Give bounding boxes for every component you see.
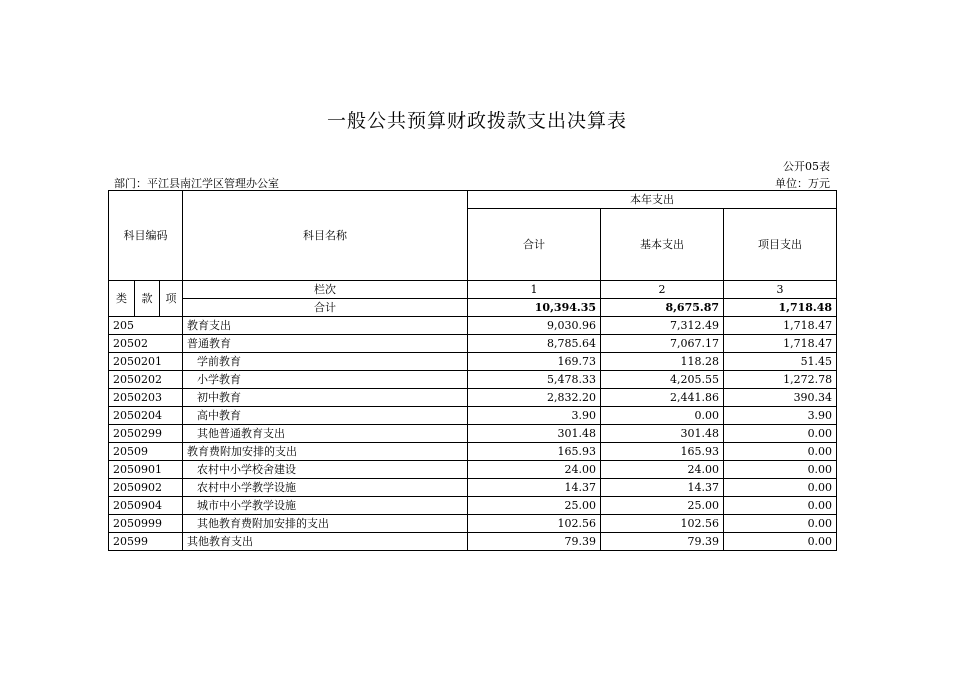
totals-label: 合计 (183, 299, 468, 317)
totals-project: 1,718.48 (724, 299, 837, 317)
row-code: 2050201 (109, 353, 183, 371)
row-name: 教育费附加安排的支出 (183, 443, 468, 461)
row-total: 165.93 (468, 443, 601, 461)
row-project: 0.00 (724, 443, 837, 461)
row-project: 0.00 (724, 425, 837, 443)
column-index-label: 栏次 (183, 281, 468, 299)
row-code: 205 (109, 317, 183, 335)
project-header: 项目支出 (724, 209, 837, 281)
xiang-header: 项 (160, 281, 183, 317)
lei-header: 类 (109, 281, 135, 317)
row-code: 2050202 (109, 371, 183, 389)
row-basic: 165.93 (601, 443, 724, 461)
row-project: 0.00 (724, 479, 837, 497)
row-name: 其他普通教育支出 (183, 425, 468, 443)
row-basic: 0.00 (601, 407, 724, 425)
expenditure-table (108, 190, 837, 551)
row-name: 其他教育支出 (183, 533, 468, 551)
table-row (109, 335, 837, 353)
column-1-index: 1 (468, 281, 601, 299)
row-project: 3.90 (724, 407, 837, 425)
subject-code-header: 科目编码 (109, 191, 183, 281)
row-name: 学前教育 (183, 353, 468, 371)
kuan-header: 款 (135, 281, 160, 317)
row-code: 2050901 (109, 461, 183, 479)
row-code: 2050904 (109, 497, 183, 515)
row-name: 小学教育 (183, 371, 468, 389)
row-project: 0.00 (724, 461, 837, 479)
row-code: 2050299 (109, 425, 183, 443)
total-header: 合计 (468, 209, 601, 281)
row-name: 教育支出 (183, 317, 468, 335)
table-row (109, 461, 837, 479)
table-row (109, 407, 837, 425)
row-total: 102.56 (468, 515, 601, 533)
row-code: 2050204 (109, 407, 183, 425)
table-row (109, 371, 837, 389)
row-code: 20509 (109, 443, 183, 461)
row-basic: 24.00 (601, 461, 724, 479)
row-project: 0.00 (724, 515, 837, 533)
table-row (109, 479, 837, 497)
row-project: 0.00 (724, 497, 837, 515)
table-row (109, 425, 837, 443)
row-name: 城市中小学教学设施 (183, 497, 468, 515)
row-basic: 25.00 (601, 497, 724, 515)
row-basic: 14.37 (601, 479, 724, 497)
row-project: 1,718.47 (724, 335, 837, 353)
row-code: 2050902 (109, 479, 183, 497)
current-year-header: 本年支出 (468, 191, 837, 209)
row-project: 1,272.78 (724, 371, 837, 389)
row-basic: 102.56 (601, 515, 724, 533)
row-project: 51.45 (724, 353, 837, 371)
row-name: 其他教育费附加安排的支出 (183, 515, 468, 533)
row-basic: 4,205.55 (601, 371, 724, 389)
row-total: 301.48 (468, 425, 601, 443)
totals-total: 10,394.35 (468, 299, 601, 317)
row-total: 5,478.33 (468, 371, 601, 389)
row-total: 14.37 (468, 479, 601, 497)
row-name: 高中教育 (183, 407, 468, 425)
row-code: 20599 (109, 533, 183, 551)
row-total: 8,785.64 (468, 335, 601, 353)
row-name: 普通教育 (183, 335, 468, 353)
row-name: 初中教育 (183, 389, 468, 407)
table-row (109, 515, 837, 533)
report-title: 一般公共预算财政拨款支出决算表 (326, 110, 627, 132)
column-2-index: 2 (601, 281, 724, 299)
row-name: 农村中小学校舍建设 (183, 461, 468, 479)
unit-label: 单位：万元 (775, 177, 830, 190)
row-basic: 7,312.49 (601, 317, 724, 335)
table-row (109, 353, 837, 371)
column-3-index: 3 (724, 281, 837, 299)
row-total: 3.90 (468, 407, 601, 425)
row-name: 农村中小学教学设施 (183, 479, 468, 497)
form-number: 公开05表 (783, 160, 830, 173)
row-total: 79.39 (468, 533, 601, 551)
row-total: 25.00 (468, 497, 601, 515)
table-row (109, 443, 837, 461)
table-row (109, 497, 837, 515)
row-basic: 301.48 (601, 425, 724, 443)
row-project: 0.00 (724, 533, 837, 551)
row-basic: 7,067.17 (601, 335, 724, 353)
table-row (109, 389, 837, 407)
totals-basic: 8,675.87 (601, 299, 724, 317)
row-total: 169.73 (468, 353, 601, 371)
row-basic: 2,441.86 (601, 389, 724, 407)
row-total: 9,030.96 (468, 317, 601, 335)
row-basic: 79.39 (601, 533, 724, 551)
row-code: 20502 (109, 335, 183, 353)
row-basic: 118.28 (601, 353, 724, 371)
department-label: 部门：平江县南江学区管理办公室 (114, 177, 279, 190)
table-row (109, 533, 837, 551)
row-code: 2050999 (109, 515, 183, 533)
row-project: 1,718.47 (724, 317, 837, 335)
basic-header: 基本支出 (601, 209, 724, 281)
table-row (109, 317, 837, 335)
row-project: 390.34 (724, 389, 837, 407)
row-total: 2,832.20 (468, 389, 601, 407)
row-code: 2050203 (109, 389, 183, 407)
row-total: 24.00 (468, 461, 601, 479)
subject-name-header: 科目名称 (183, 191, 468, 281)
